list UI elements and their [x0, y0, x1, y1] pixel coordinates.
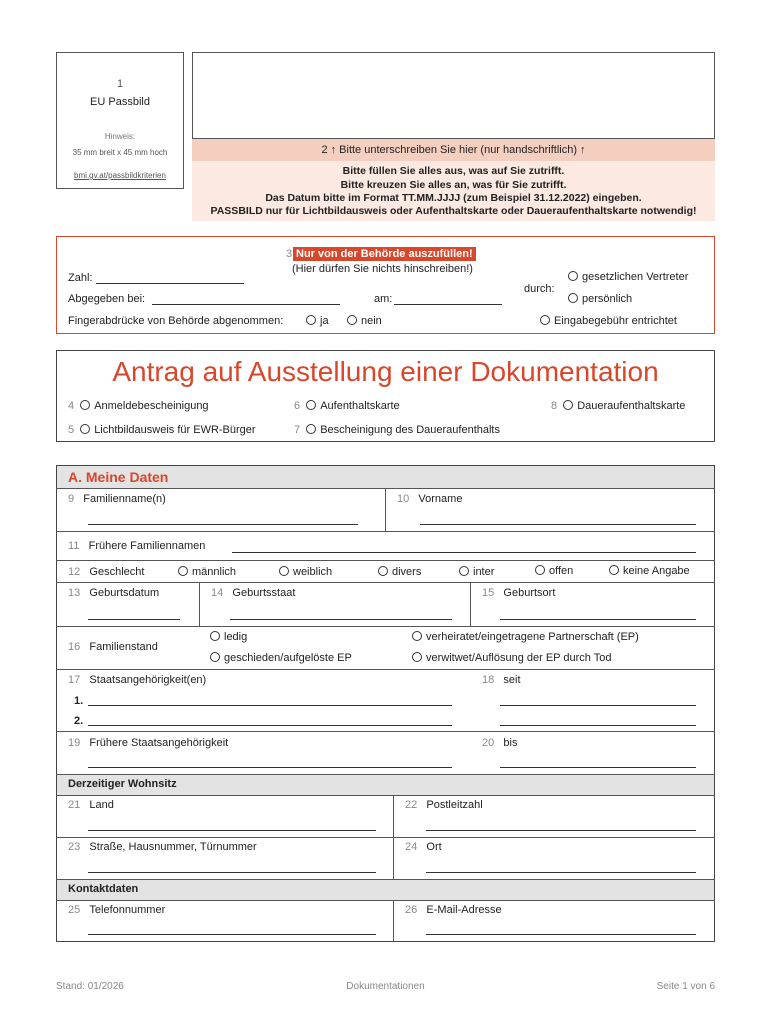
fruehere-label — [68, 540, 205, 552]
radio-icon[interactable] — [347, 315, 357, 325]
radio-icon[interactable] — [568, 293, 578, 303]
radio-icon[interactable] — [178, 566, 188, 576]
option-label: verwitwet/Auflösung der EP durch Tod — [426, 652, 612, 664]
email-field[interactable] — [426, 934, 696, 935]
zahl-field[interactable] — [96, 283, 244, 284]
radio-icon[interactable] — [210, 631, 220, 641]
field-label: seit — [503, 674, 521, 686]
field-label: Straße, Hausnummer, Türnummer — [89, 841, 257, 853]
field-label: Familienstand — [89, 641, 158, 653]
photo-hint-size: 35 mm breit x 45 mm hoch — [72, 148, 168, 157]
page-title: Antrag auf Ausstellung einer Dokumentation — [112, 356, 659, 387]
field-label: Geburtsstaat — [232, 587, 296, 599]
doctype-label: Lichtbildausweis für EWR-Bürger — [94, 424, 256, 436]
divider — [56, 531, 715, 532]
radio-icon[interactable] — [306, 424, 316, 434]
vorname-label — [397, 493, 462, 505]
field-number: 11 — [68, 540, 80, 552]
option-label: keine Angabe — [623, 565, 690, 577]
option-label: inter — [473, 566, 495, 578]
field-label: E-Mail-Adresse — [426, 904, 502, 916]
finger-ja-option[interactable] — [306, 315, 329, 327]
land-field[interactable] — [88, 830, 376, 831]
abgegeben-label: Abgegeben bei: — [68, 293, 146, 305]
doctype-8[interactable] — [551, 400, 685, 412]
doctype-label: Bescheinigung des Daueraufenthalts — [320, 424, 500, 436]
radio-icon[interactable] — [306, 400, 316, 410]
photo-box — [56, 52, 184, 189]
familienstand-option-geschieden[interactable] — [210, 652, 352, 664]
divider — [393, 900, 394, 942]
instruction-line: Bitte kreuzen Sie alles an, was für Sie zutrifft. — [340, 179, 567, 191]
doctype-label: Daueraufenthaltskarte — [577, 400, 686, 412]
gender-option-male[interactable] — [178, 566, 236, 578]
divider — [56, 731, 715, 732]
field-number: 18 — [482, 674, 495, 686]
field-number: 20 — [482, 737, 495, 749]
option-label: männlich — [192, 566, 237, 578]
field-label: Ort — [426, 841, 442, 853]
instruction-line: PASSBILD nur für Lichtbildausweis oder Aufenthaltskarte oder Daueraufenthaltskarte notwendig! — [210, 205, 697, 217]
doctype-4[interactable] — [68, 400, 209, 412]
divider — [56, 560, 715, 561]
zahl-label: Zahl: — [68, 272, 93, 284]
gender-option-open[interactable] — [535, 565, 573, 577]
field-number: 16 — [68, 641, 81, 653]
plz-label — [405, 799, 483, 811]
gender-option-inter[interactable] — [459, 566, 494, 578]
finger-label: Fingerabdrücke von Behörde abgenommen: — [68, 315, 284, 327]
field-label: Telefonnummer — [89, 904, 166, 916]
abgegeben-field[interactable] — [152, 304, 340, 305]
email-label — [405, 904, 502, 916]
persoenlich-label: persönlich — [582, 293, 633, 305]
field-label: Frühere Familiennamen — [88, 540, 206, 552]
ort-label — [405, 841, 442, 853]
photo-hint-label: Hinweis: — [104, 132, 136, 141]
field-number: 24 — [405, 841, 418, 853]
field-number: 14 — [211, 587, 224, 599]
divider — [56, 795, 715, 796]
gesetzlich-label: gesetzlichen Vertreter — [582, 271, 689, 283]
geburtsstaat-field[interactable] — [230, 619, 452, 620]
field-label: Familienname(n) — [83, 493, 166, 505]
kontakt-title: Kontaktdaten — [68, 883, 139, 895]
field-number: 23 — [68, 841, 81, 853]
field-label: Staatsangehörigkeit(en) — [89, 674, 207, 686]
field-label: Frühere Staatsangehörigkeit — [89, 737, 229, 749]
staatsang-line-2-label: 2. — [74, 715, 84, 727]
geburtsdatum-field[interactable] — [88, 619, 180, 620]
radio-icon[interactable] — [459, 566, 469, 576]
authority-title: Nur von der Behörde auszufüllen! — [293, 247, 476, 261]
telefon-field[interactable] — [88, 934, 376, 935]
fruehere-field[interactable] — [232, 552, 696, 553]
field-number: 26 — [405, 904, 418, 916]
doctype-6[interactable] — [294, 400, 400, 412]
gender-option-none[interactable] — [609, 565, 690, 577]
gender-option-female[interactable] — [279, 566, 332, 578]
familienstand-label — [68, 641, 158, 653]
doctype-number: 5 — [68, 424, 75, 436]
radio-icon[interactable] — [412, 631, 422, 641]
bis-field[interactable] — [500, 767, 696, 768]
doctype-number: 7 — [294, 424, 301, 436]
familienstand-option-verheiratet[interactable] — [412, 631, 639, 643]
divider — [56, 900, 715, 901]
field-number: 9 — [68, 493, 75, 505]
photo-number: 1 — [116, 78, 124, 90]
strasse-label — [68, 841, 257, 853]
option-label: ledig — [224, 631, 248, 643]
divider — [385, 488, 386, 531]
footer-page: Seite 1 von 6 — [656, 981, 715, 992]
option-label: verheiratet/eingetragene Partnerschaft (EP) — [426, 631, 639, 643]
section-a-box — [56, 465, 715, 942]
gender-option-diverse[interactable] — [378, 566, 421, 578]
doctype-number: 4 — [68, 400, 75, 412]
ort-field[interactable] — [426, 872, 696, 873]
familienname-field[interactable] — [88, 524, 358, 525]
field-number: 13 — [68, 587, 81, 599]
doctype-number: 6 — [294, 400, 301, 412]
geschlecht-label — [68, 566, 144, 578]
field-label: Geschlecht — [89, 566, 145, 578]
radio-icon[interactable] — [210, 652, 220, 662]
field-number: 22 — [405, 799, 418, 811]
geburtsstaat-label — [211, 587, 295, 599]
strasse-field[interactable] — [88, 872, 376, 873]
radio-icon[interactable] — [378, 566, 388, 576]
radio-icon[interactable] — [535, 565, 545, 575]
seit-label — [482, 674, 521, 686]
field-number: 25 — [68, 904, 81, 916]
radio-icon[interactable] — [279, 566, 289, 576]
instruction-line: Bitte füllen Sie alles aus, was auf Sie zutrifft. — [342, 165, 565, 177]
divider — [56, 837, 715, 838]
field-label: Geburtsort — [503, 587, 556, 599]
kontakt-header — [57, 880, 714, 900]
photo-hint-link[interactable]: bmi.gv.at/passbildkriterien — [74, 171, 166, 180]
doctype-label: Anmeldebescheinigung — [94, 400, 209, 412]
instruction-line: Das Datum bitte im Format TT.MM.JJJJ (zum Beispiel 31.12.2022) eingeben. — [265, 192, 642, 204]
field-number: 10 — [397, 493, 410, 505]
divider — [199, 582, 200, 626]
seit-field-2[interactable] — [500, 725, 696, 726]
durch-label: durch: — [524, 283, 555, 295]
staatsang-field-1[interactable] — [88, 705, 452, 706]
radio-icon[interactable] — [540, 315, 550, 325]
option-label: weiblich — [293, 566, 333, 578]
field-number: 12 — [68, 566, 81, 578]
footer-stand: Stand: 01/2026 — [56, 981, 124, 992]
divider — [56, 582, 715, 583]
geburtsdatum-label — [68, 587, 159, 599]
doctype-7[interactable] — [294, 424, 500, 436]
photo-title: EU Passbild — [90, 96, 150, 108]
divider — [56, 626, 715, 627]
radio-icon[interactable] — [306, 315, 316, 325]
ja-label: ja — [320, 315, 329, 327]
land-label — [68, 799, 114, 811]
gesetzlich-option[interactable] — [568, 271, 688, 283]
radio-icon[interactable] — [563, 400, 573, 410]
persoenlich-option[interactable] — [568, 293, 632, 305]
section-a-title: A. Meine Daten — [68, 469, 169, 485]
field-number: 19 — [68, 737, 81, 749]
field-number: 15 — [482, 587, 495, 599]
radio-icon[interactable] — [412, 652, 422, 662]
familienstand-option-verwitwet[interactable] — [412, 652, 611, 664]
radio-icon[interactable] — [568, 271, 578, 281]
field-label: Geburtsdatum — [89, 587, 160, 599]
finger-nein-option[interactable] — [347, 315, 382, 327]
radio-icon[interactable] — [80, 400, 90, 410]
field-number: 17 — [68, 674, 81, 686]
option-label: geschieden/aufgelöste EP — [224, 652, 352, 664]
familienname-label — [68, 493, 166, 505]
option-label: offen — [549, 565, 574, 577]
signature-bar-text: 2 ↑ Bitte unterschreiben Sie hier (nur handschriftlich) ↑ — [321, 144, 586, 156]
footer-center: Dokumentationen — [346, 981, 425, 992]
authority-number: 3 — [286, 248, 293, 260]
doctype-5[interactable] — [68, 424, 256, 436]
field-label: Postleitzahl — [426, 799, 483, 811]
bis-label — [482, 737, 517, 749]
frueherestaat-label — [68, 737, 228, 749]
vorname-field[interactable] — [420, 524, 696, 525]
plz-field[interactable] — [426, 830, 696, 831]
am-label: am: — [374, 293, 393, 305]
field-label: bis — [503, 737, 518, 749]
geburtsort-field[interactable] — [500, 619, 696, 620]
divider — [56, 669, 715, 670]
radio-icon[interactable] — [609, 565, 619, 575]
gebuehr-label: Eingabegebühr entrichtet — [554, 315, 677, 327]
geburtsort-label — [482, 587, 555, 599]
wohnsitz-title: Derzeitiger Wohnsitz — [68, 778, 177, 790]
field-label: Land — [89, 799, 114, 811]
doctype-number: 8 — [551, 400, 558, 412]
option-label: divers — [392, 566, 422, 578]
authority-subtitle: (Hier dürfen Sie nichts hinschreiben!) — [292, 263, 473, 275]
telefon-label — [68, 904, 165, 916]
field-number: 21 — [68, 799, 81, 811]
frueherestaat-field[interactable] — [88, 767, 452, 768]
nein-label: nein — [361, 315, 382, 327]
seit-field-1[interactable] — [500, 705, 696, 706]
am-field[interactable] — [394, 304, 502, 305]
gebuehr-option[interactable] — [540, 315, 677, 327]
staatsang-line-1-label: 1. — [74, 695, 84, 707]
staatsang-label — [68, 674, 206, 686]
doctype-label: Aufenthaltskarte — [320, 400, 400, 412]
field-label: Vorname — [418, 493, 463, 505]
radio-icon[interactable] — [80, 424, 90, 434]
divider — [470, 582, 471, 626]
staatsang-field-2[interactable] — [88, 725, 452, 726]
familienstand-option-ledig[interactable] — [210, 631, 247, 643]
signature-field[interactable] — [192, 52, 715, 139]
